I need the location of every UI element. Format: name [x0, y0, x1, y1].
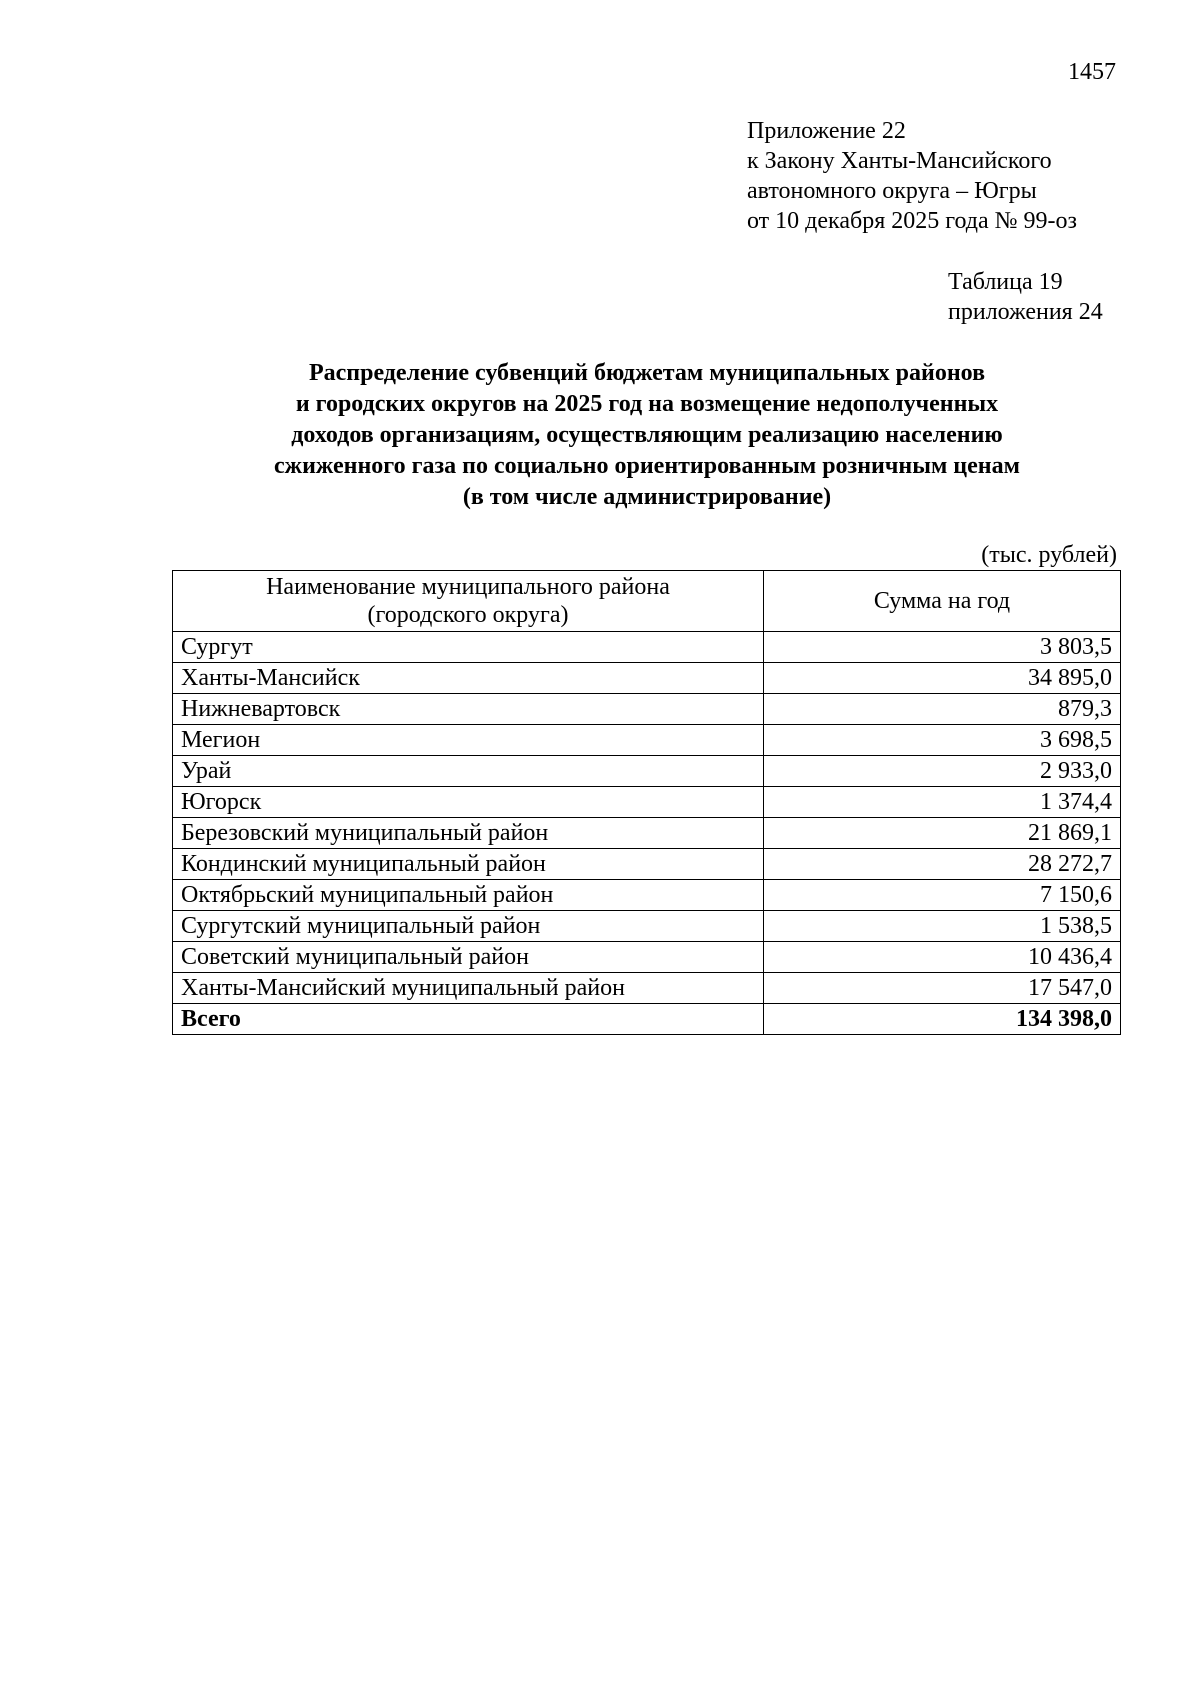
table-ref-line: приложения 24: [948, 299, 1103, 325]
row-amount: 28 272,7: [764, 849, 1121, 880]
row-amount: 3 803,5: [764, 632, 1121, 663]
row-name: Урай: [173, 756, 764, 787]
row-amount: 1 538,5: [764, 911, 1121, 942]
header-name-line: Наименование муниципального района: [266, 574, 670, 600]
row-name: Нижневартовск: [173, 694, 764, 725]
table-row: [173, 942, 1121, 973]
total-amount: 134 398,0: [764, 1004, 1121, 1035]
title-line: и городских округов на 2025 год на возмещение недополученных: [295, 391, 999, 417]
appendix-line: Приложение 22: [747, 118, 906, 144]
appendix-line: к Закону Ханты-Мансийского: [747, 148, 1052, 174]
table-reference: [948, 267, 1103, 327]
document-title: [172, 358, 1122, 513]
table-row: [173, 663, 1121, 694]
row-amount: 2 933,0: [764, 756, 1121, 787]
table-row: [173, 973, 1121, 1004]
table-row: [173, 694, 1121, 725]
row-amount: 879,3: [764, 694, 1121, 725]
appendix-reference: [747, 116, 1077, 236]
table-row: [173, 632, 1121, 663]
header-name: [173, 571, 764, 632]
row-name: Советский муниципальный район: [173, 942, 764, 973]
row-amount: 17 547,0: [764, 973, 1121, 1004]
row-name: Березовский муниципальный район: [173, 818, 764, 849]
appendix-line: от 10 декабря 2025 года № 99-оз: [747, 208, 1078, 234]
row-name: Сургутский муниципальный район: [173, 911, 764, 942]
row-name: Октябрьский муниципальный район: [173, 880, 764, 911]
table-total-row: [173, 1004, 1121, 1035]
row-name: Ханты-Мансийский муниципальный район: [173, 973, 764, 1004]
table-row: [173, 880, 1121, 911]
units-label: (тыс. рублей): [981, 542, 1117, 568]
title-line: Распределение субвенций бюджетам муниципальных районов: [308, 360, 986, 386]
page-number: 1457: [1068, 59, 1116, 85]
title-line: доходов организациям, осуществляющим реализацию населению: [291, 422, 1003, 448]
table-row: [173, 787, 1121, 818]
row-name: Мегион: [173, 725, 764, 756]
table-row: [173, 849, 1121, 880]
row-name: Ханты-Мансийск: [173, 663, 764, 694]
row-name: Кондинский муниципальный район: [173, 849, 764, 880]
header-name-line: (городского округа): [367, 602, 569, 628]
title-line: сжиженного газа по социально ориентированным розничным ценам: [274, 453, 1020, 479]
row-amount: 34 895,0: [764, 663, 1121, 694]
table-row: [173, 725, 1121, 756]
row-name: Сургут: [173, 632, 764, 663]
row-amount: 3 698,5: [764, 725, 1121, 756]
appendix-line: автономного округа – Югры: [747, 178, 1037, 204]
row-amount: 1 374,4: [764, 787, 1121, 818]
table-row: [173, 911, 1121, 942]
row-amount: 10 436,4: [764, 942, 1121, 973]
table-row: [173, 756, 1121, 787]
row-name: Югорск: [173, 787, 764, 818]
row-amount: 21 869,1: [764, 818, 1121, 849]
table-header-row: [173, 571, 1121, 632]
table-ref-line: Таблица 19: [948, 269, 1063, 295]
header-amount: Сумма на год: [764, 571, 1121, 632]
total-name: Всего: [173, 1004, 764, 1035]
title-line: (в том числе администрирование): [462, 484, 832, 510]
subvention-table: [172, 570, 1121, 1035]
row-amount: 7 150,6: [764, 880, 1121, 911]
table-row: [173, 818, 1121, 849]
